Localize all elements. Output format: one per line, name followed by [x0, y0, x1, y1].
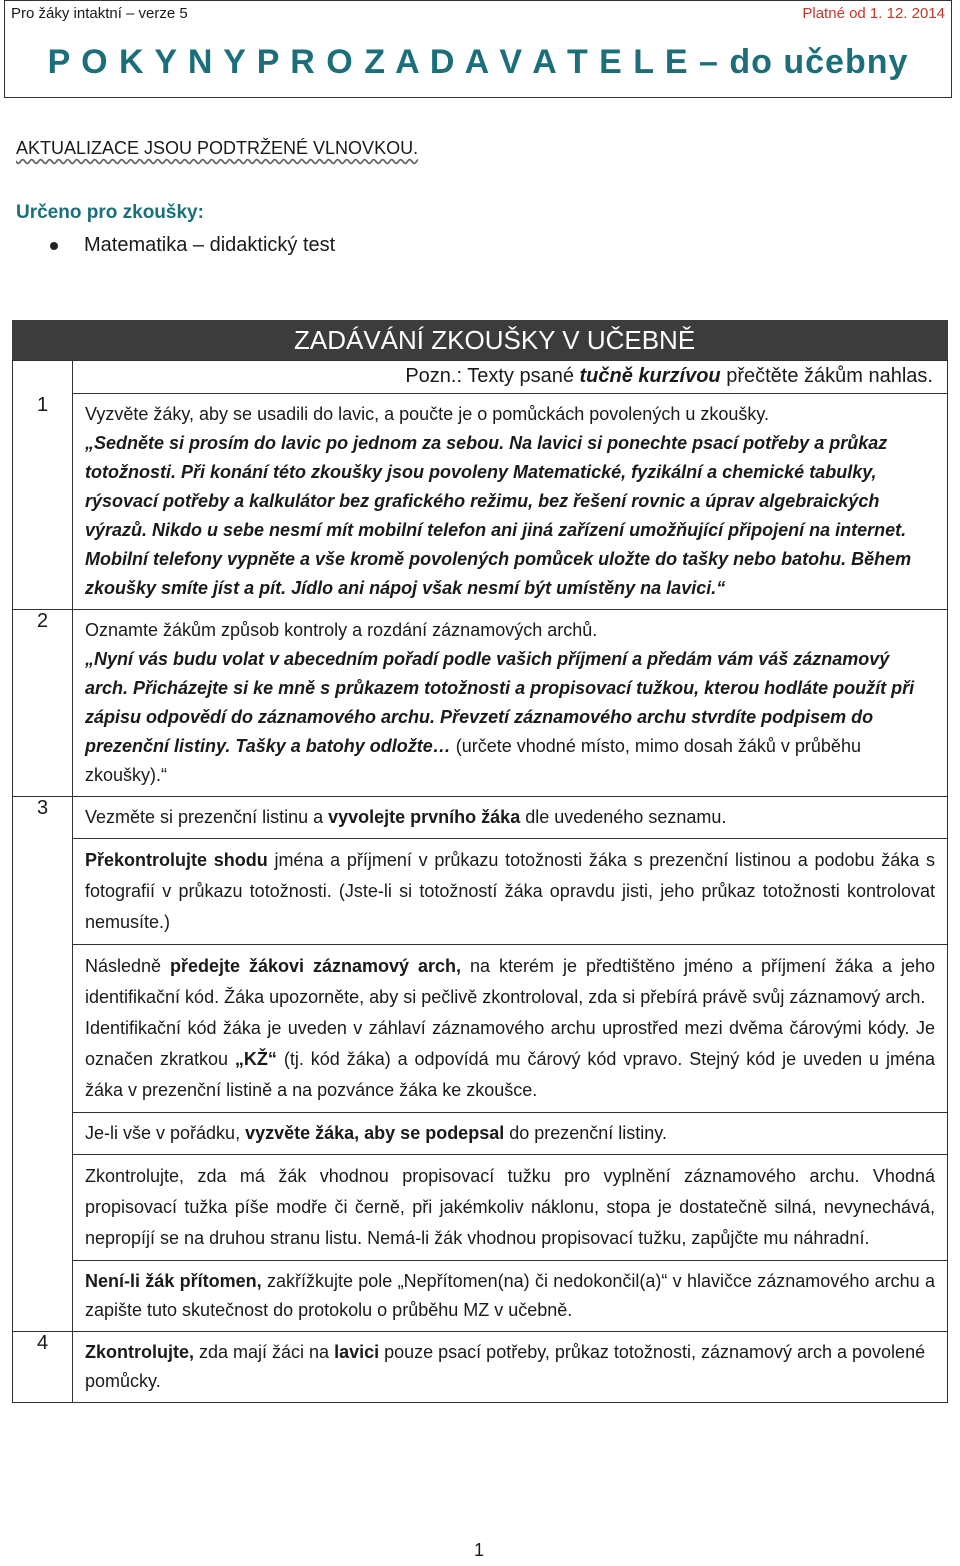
step-number: 1: [13, 394, 73, 610]
step-number: 2: [13, 610, 73, 797]
step-row-3b: [13, 839, 948, 945]
step-row-3d: [13, 1113, 948, 1155]
step-text: Vezměte si prezenční listinu a vyvolejte prvního žáka dle uvedeného seznamu.: [85, 807, 727, 827]
step-text: Vyzvěte žáky, aby se usadili do lavic, a poučte je o pomůckách povolených u zkoušky. „Sedněte si prosím do lavic po jednom za sebou. Na lavici si ponechte psací potřeby a průkaz totožnosti. Při konání této zkoušky jsou povoleny Matematické, fyzikální a chemické tabulky, rýsovací potřeby a kalkulátor bez grafického režimu, bez řešení rovnic a úprav algebraických výrazů. Nikdo u sebe nesmí mít mobilní telefon ani jiná zařízení umožňující připojení na internet. Mobilní telefony vypněte a vše kromě povolených pomůcek uložte do tašky nebo batohu. Během zkoušky smíte jíst a pít. Jídlo ani nápoj však nesmí být umístěny na lavici.“: [85, 404, 912, 598]
note-row: [13, 361, 948, 394]
step-row-3f: [13, 1261, 948, 1332]
step-row-4: [13, 1332, 948, 1403]
step-row-1: [13, 394, 948, 610]
step-text: Překontrolujte shodu jména a příjmení v průkazu totožnosti žáka s prezenční listinou a podobu žáka s fotografií v průkazu totožnosti. (Jste-li si totožností žáka opravdu jisti, jeho průkaz totožnosti kontrolovat nemusíte.): [85, 850, 936, 932]
instructions-table: [12, 360, 948, 1403]
step-row-3e: [13, 1155, 948, 1261]
page-number: 1: [474, 1540, 485, 1560]
document-header: [4, 0, 952, 98]
version-label: Pro žáky intaktní – verze 5: [11, 5, 188, 22]
step-row-3c: [13, 945, 948, 1113]
update-note: AKTUALIZACE JSOU PODTRŽENÉ VLNOVKOU.: [16, 138, 419, 158]
step-text: Není-li žák přítomen, zakřížkujte pole „Nepřítomen(na) či nedokončil(a)“ v hlavičce záznamového archu a zapište tuto skutečnost do protokolu o průběhu MZ v učebně.: [85, 1271, 935, 1320]
exam-label: Určeno pro zkoušky:: [16, 202, 204, 223]
step-number: 3: [13, 797, 73, 1332]
step-row-2: [13, 610, 948, 797]
step-text: Následně předejte žákovi záznamový arch, na kterém je předtištěno jméno a příjmení žáka a jeho identifikační kód. Žáka upozorněte, aby si pečlivě zkontroloval, zda si přebírá právě svůj záznamový arch. Identifikační kód žáka je uveden v záhlaví záznamového archu uprostřed mezi dvěma čárovými kódy. Je označen zkratkou „KŽ“ (tj. kód žáka) a odpovídá mu čárový kód vpravo. Stejný kód je uveden u jména žáka v prezenční listině a na pozvánce žáka ke zkoušce.: [85, 956, 935, 1100]
step-number: 4: [13, 1332, 73, 1403]
exam-name: Matematika – didaktický test: [84, 234, 336, 256]
step-text: Zkontrolujte, zda má žák vhodnou propisovací tužku pro vyplnění záznamového archu. Vhodná propisovací tužka píše modře či černě, při jakémkoliv náklonu, stopa je dostatečně silná, nevynechává, nepropíjí se na druhou stranu listu. Nemá-li žák vhodnou propisovací tužku, zapůjčte mu náhradní.: [85, 1166, 935, 1248]
bullet-icon: [50, 242, 58, 250]
section-bar: [12, 320, 948, 360]
document-title: P O K Y N Y P R O Z A D A V A T E L E – do učebny: [47, 43, 909, 81]
validity-date: Platné od 1. 12. 2014: [802, 5, 945, 22]
step-row-3: [13, 797, 948, 839]
exam-list-item: [50, 234, 335, 257]
step-text: Zkontrolujte, zda mají žáci na lavici pouze psací potřeby, průkaz totožnosti, záznamový arch a povolené pomůcky.: [85, 1342, 926, 1391]
step-text: Oznamte žákům způsob kontroly a rozdání záznamových archů. „Nyní vás budu volat v abecedním pořadí podle vašich příjmení a předám vám váš záznamový arch. Přicházejte si ke mně s průkazem totožnosti a propisovací tužkou, kterou hodláte použít při zápisu odpovědí do záznamového archu. Převzetí záznamového archu stvrdíte podpisem do prezenční listiny. Tašky a batohy odložte… (určete vhodné místo, mimo dosah žáků v průběhu zkoušky).“: [85, 620, 915, 785]
step-text: Je-li vše v pořádku, vyzvěte žáka, aby se podepsal do prezenční listiny.: [85, 1123, 667, 1143]
reading-note: Pozn.: Texty psané tučně kurzívou přečtěte žákům nahlas.: [405, 365, 933, 387]
section-title: ZADÁVÁNÍ ZKOUŠKY V UČEBNĚ: [294, 325, 696, 355]
